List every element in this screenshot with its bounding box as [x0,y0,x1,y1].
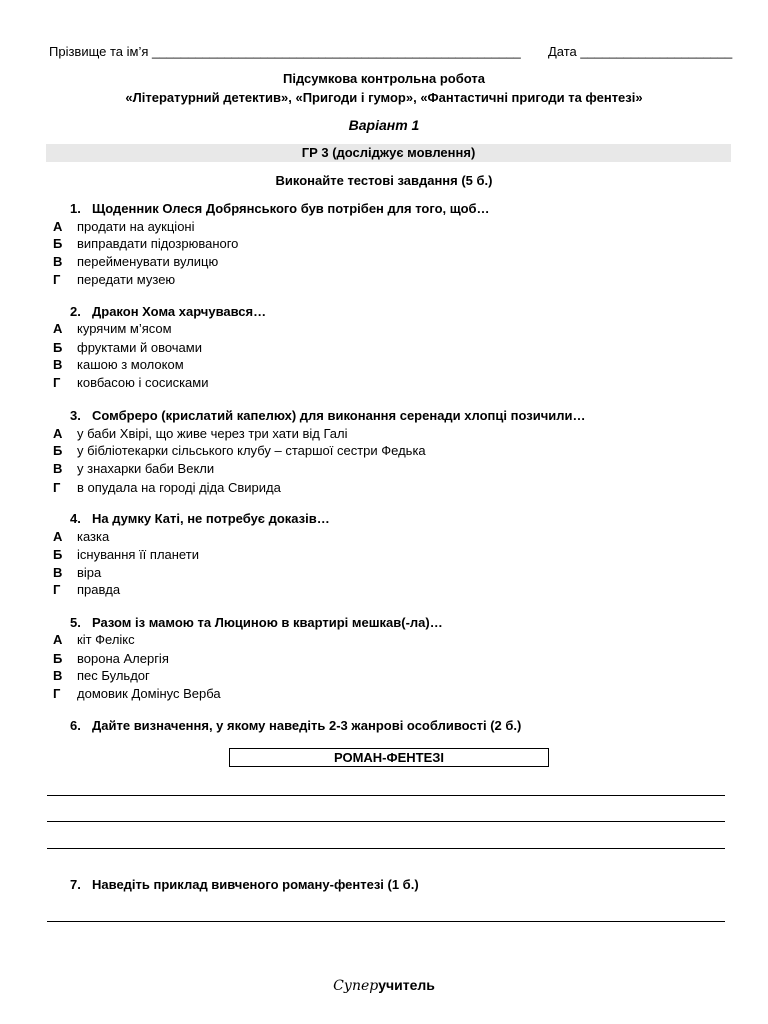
option-text: фруктами й овочами [77,340,202,355]
name-blank[interactable]: ___________________________________________________ [152,44,521,59]
option-3b[interactable] [53,443,426,458]
option-text: у знахарки баби Векли [77,461,215,476]
option-text: домовик Домінус Верба [77,686,221,701]
date-field-row [548,44,732,59]
option-text: передати музею [77,272,176,287]
option-5a[interactable] [53,632,135,647]
option-text: віра [77,565,102,580]
variant-label: Варіант 1 [348,117,420,133]
task-6 [70,718,521,733]
name-label: Прізвище та ім’я [49,44,149,59]
option-text: продати на аукціоні [77,219,195,234]
option-3d[interactable] [53,480,281,495]
option-text: ворона Алергія [77,651,169,666]
option-text: кіт Фелікс [77,632,135,647]
question-text: Разом із мамою та Люциною в квартирі мешкав(-ла)… [92,615,443,630]
option-3a[interactable] [53,426,348,441]
task-number: 7. [70,877,81,892]
task-text: Наведіть приклад вивченого роману-фентезі (1 б.) [92,877,419,892]
question-5 [70,615,443,630]
question-3 [70,408,585,423]
option-letter: Б [53,443,63,458]
option-text: ковбасою і сосисками [77,375,209,390]
option-letter: В [53,254,63,269]
option-2a[interactable] [53,321,172,336]
question-2 [70,304,266,319]
brand-bold: учитель [378,977,435,993]
question-text: Дракон Хома харчувався… [92,304,267,319]
option-5d[interactable] [53,686,221,701]
option-letter: Г [53,480,61,495]
option-letter: А [53,321,63,336]
question-text: На думку Каті, не потребує доказів… [92,511,330,526]
option-letter: Б [53,547,63,562]
option-5b[interactable] [53,651,169,666]
option-letter: Г [53,582,61,597]
option-text: у бібліотекарки сільського клубу – старшої сестри Федька [77,443,426,458]
option-letter: А [53,219,63,234]
option-letter: Г [53,686,61,701]
question-number: 2. [70,304,81,319]
option-letter: Б [53,651,63,666]
option-1b[interactable] [53,236,238,251]
option-1a[interactable] [53,219,195,234]
option-letter: А [53,632,63,647]
option-text: пес Бульдог [77,668,150,683]
answer-line[interactable] [47,821,725,822]
date-label: Дата [548,44,577,59]
option-4b[interactable] [53,547,199,562]
option-4a[interactable] [53,529,109,544]
option-letter: В [53,668,63,683]
page-title: Підсумкова контрольна робота [282,71,485,86]
question-number: 1. [70,201,81,216]
question-text: Щоденник Олеся Добрянського був потрібен для того, щоб… [92,201,490,216]
answer-line[interactable] [47,848,725,849]
option-5c[interactable] [53,668,150,683]
option-text: існування її планети [77,547,199,562]
option-text: кашою з молоком [77,357,184,372]
section-band: ГР 3 (досліджує мовлення) [46,144,731,162]
question-number: 3. [70,408,81,423]
task-number: 6. [70,718,81,733]
task-text: Дайте визначення, у якому наведіть 2-3 жанрові особливості (2 б.) [92,718,522,733]
option-letter: В [53,461,63,476]
option-text: виправдати підозрюваного [77,236,239,251]
option-text: у баби Хвірі, що живе через три хати від Галі [77,426,348,441]
option-text: курячим м’ясом [77,321,172,336]
option-text: в опудала на городі діда Свирида [77,480,281,495]
answer-line[interactable] [47,795,725,796]
option-1d[interactable] [53,272,175,287]
option-letter: А [53,529,63,544]
option-letter: Г [53,375,61,390]
name-field-row [49,44,521,59]
option-letter: А [53,426,63,441]
option-3c[interactable] [53,461,214,476]
option-4c[interactable] [53,565,101,580]
brand-script: Супер [333,978,379,994]
page-subtitle: «Літературний детектив», «Пригоди і гумор», «Фантастичні пригоди та фентезі» [125,90,643,105]
option-letter: Б [53,340,63,355]
option-letter: В [53,357,63,372]
option-text: перейменувати вулицю [77,254,219,269]
option-letter: Г [53,272,61,287]
option-text: казка [77,529,110,544]
option-2d[interactable] [53,375,208,390]
brand-logo [0,977,768,994]
question-number: 5. [70,615,81,630]
option-letter: В [53,565,63,580]
instruction: Виконайте тестові завдання (5 б.) [275,173,493,188]
question-number: 4. [70,511,81,526]
term-box: РОМАН-ФЕНТЕЗІ [229,748,549,767]
question-text: Сомбреро (крислатий капелюх) для виконання серенади хлопці позичили… [92,408,586,423]
date-blank[interactable]: _____________________ [580,44,733,59]
option-2c[interactable] [53,357,184,372]
option-letter: Б [53,236,63,251]
option-text: правда [77,582,121,597]
answer-line[interactable] [47,921,725,922]
option-2b[interactable] [53,340,202,355]
option-4d[interactable] [53,582,120,597]
task-7 [70,877,419,892]
question-1 [70,201,490,216]
question-4 [70,511,330,526]
option-1c[interactable] [53,254,218,269]
